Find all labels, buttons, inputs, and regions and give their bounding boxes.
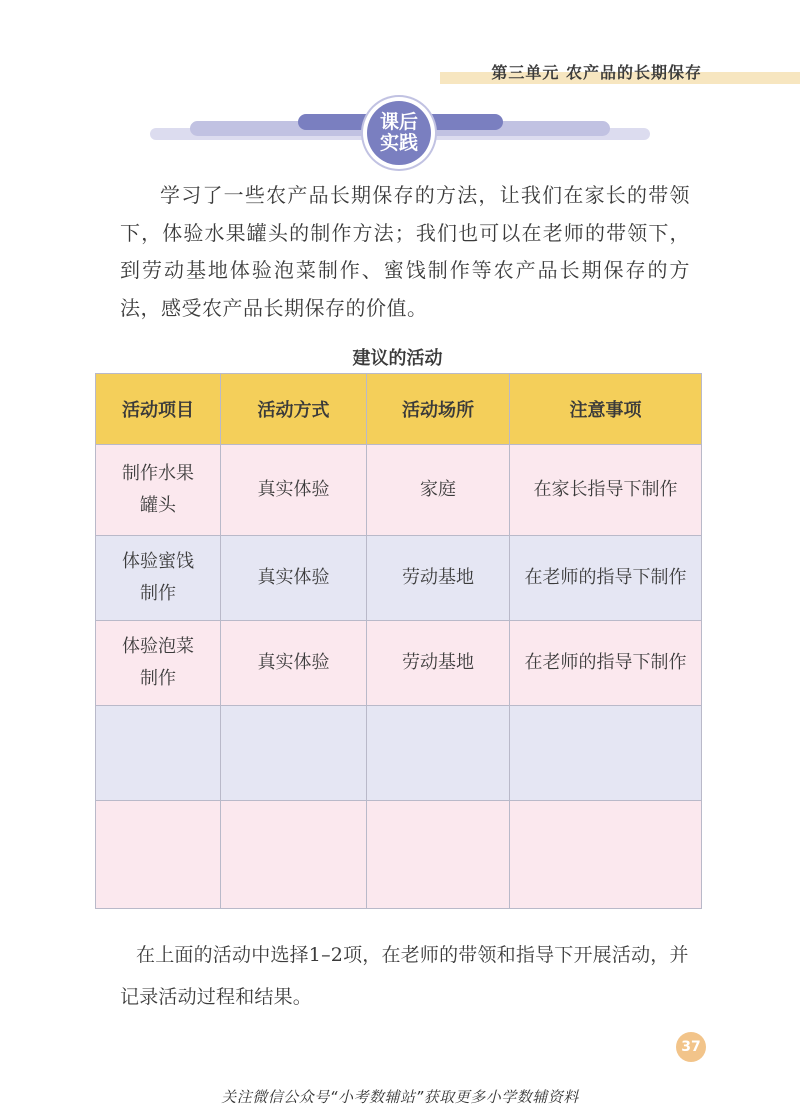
activity-item-line: 罐头 — [140, 495, 176, 516]
activity-note-cell: 在老师的指导下制作 — [510, 621, 702, 706]
table-row — [96, 621, 702, 706]
empty-cell[interactable] — [96, 801, 221, 909]
after-class-practice-badge — [367, 101, 431, 165]
table-row — [96, 536, 702, 621]
activity-method-cell: 真实体验 — [221, 536, 367, 621]
header-activity-place: 活动场所 — [367, 374, 510, 445]
header-activity-item: 活动项目 — [96, 374, 221, 445]
table-caption: 建议的活动 — [352, 348, 443, 369]
activity-method-cell: 真实体验 — [221, 621, 367, 706]
activity-item-line: 制作 — [140, 668, 176, 689]
empty-cell[interactable] — [367, 706, 510, 801]
activity-note-cell: 在家长指导下制作 — [510, 445, 702, 536]
header-activity-method: 活动方式 — [221, 374, 367, 445]
badge-line-1: 课后 — [379, 111, 418, 133]
empty-cell[interactable] — [96, 706, 221, 801]
activity-item-line: 制作 — [140, 583, 176, 604]
activity-item-cell — [96, 621, 221, 706]
page-number: 37 — [676, 1032, 706, 1062]
unit-title: 第三单元 农产品的长期保存 — [491, 63, 702, 82]
activity-place-cell: 劳动基地 — [367, 621, 510, 706]
intro-paragraph: 学习了一些农产品长期保存的方法，让我们在家长的带领下，体验水果罐头的制作方法；我们也可以在老师的带领下，到劳动基地体验泡菜制作、蜜饯制作等农产品长期保存的方法，感受农产品长期保存的价值。 — [120, 183, 690, 320]
empty-table-row — [96, 801, 702, 909]
footer-watermark-note: 关注微信公众号“小考数辅站”获取更多小学数辅资料 — [221, 1088, 579, 1106]
suggested-activities-table — [95, 373, 702, 909]
activity-item-line: 制作水果 — [122, 463, 194, 484]
activity-item-line: 体验蜜饯 — [122, 551, 194, 572]
empty-cell[interactable] — [221, 801, 367, 909]
activity-item-line: 体验泡菜 — [122, 636, 194, 657]
empty-cell[interactable] — [510, 706, 702, 801]
empty-cell[interactable] — [221, 706, 367, 801]
activity-place-cell: 家庭 — [367, 445, 510, 536]
badge-line-2: 实践 — [379, 132, 418, 154]
empty-table-row — [96, 706, 702, 801]
table-row — [96, 445, 702, 536]
header-notes: 注意事项 — [510, 374, 702, 445]
activity-place-cell: 劳动基地 — [367, 536, 510, 621]
activity-item-cell — [96, 445, 221, 536]
activity-method-cell: 真实体验 — [221, 445, 367, 536]
outro-paragraph: 在上面的活动中选择1–2项，在老师的带领和指导下开展活动，并记录活动过程和结果。 — [120, 944, 689, 1008]
table-header-row — [96, 374, 702, 445]
empty-cell[interactable] — [510, 801, 702, 909]
activity-note-cell: 在老师的指导下制作 — [510, 536, 702, 621]
activity-item-cell — [96, 536, 221, 621]
empty-cell[interactable] — [367, 801, 510, 909]
